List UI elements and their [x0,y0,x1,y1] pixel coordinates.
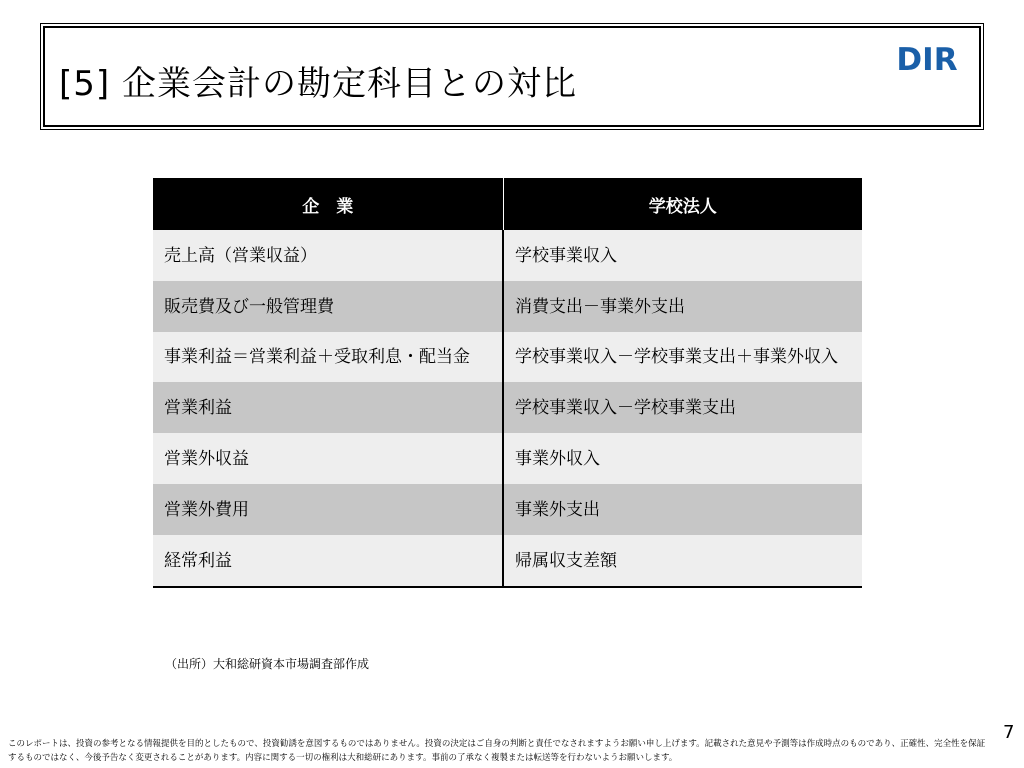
corporate-cell: 営業外費用 [153,484,503,535]
school-cell: 消費支出－事業外支出 [503,281,862,332]
corporate-cell: 売上高（営業収益） [153,230,503,281]
school-cell: 帰属収支差額 [503,535,862,587]
school-cell: 学校事業収入－学校事業支出 [503,382,862,433]
table-row [153,281,862,332]
school-cell: 事業外収入 [503,433,862,484]
corporate-cell: 経常利益 [153,535,503,587]
header-school-corporation: 学校法人 [503,178,862,230]
corporate-cell: 販売費及び一般管理費 [153,281,503,332]
corporate-cell: 営業外収益 [153,433,503,484]
comparison-table-wrap [153,178,862,588]
table-row [153,332,862,382]
comparison-table [153,178,862,588]
logo-text: DIR [896,42,958,76]
page-number: 7 [1003,722,1015,743]
title-frame [40,23,984,130]
table-header-row [153,178,862,230]
header-corporate: 企 業 [153,178,503,230]
table-row [153,535,862,587]
disclaimer-text: このレポートは、投資の参考となる情報提供を目的としたもので、投資勧誘を意図するものではありません。投資の決定はご自身の判断と責任でなされますようお願い申し上げます。記載された意見や予測等は作成時点のものであり、正確性、完全性を保証するものではなく、今後予告なく変更されることがあります。内容に関する一切の権利は大和総研にあります。事前の了承なく複製または転送等を行わないようお願いします。 [8,739,986,763]
slide-title: [5] 企業会計の勘定科目との対比 [59,64,577,104]
corporate-cell: 事業利益＝営業利益＋受取利息・配当金 [153,332,503,382]
table-row [153,484,862,535]
title-inner-frame [43,26,981,127]
school-cell: 学校事業収入－学校事業支出＋事業外収入 [503,332,862,382]
school-cell: 事業外支出 [503,484,862,535]
source-note: （出所）大和総研資本市場調査部作成 [165,657,370,671]
table-row [153,382,862,433]
table-row [153,230,862,281]
school-cell: 学校事業収入 [503,230,862,281]
dir-logo [889,42,965,76]
corporate-cell: 営業利益 [153,382,503,433]
table-row [153,433,862,484]
